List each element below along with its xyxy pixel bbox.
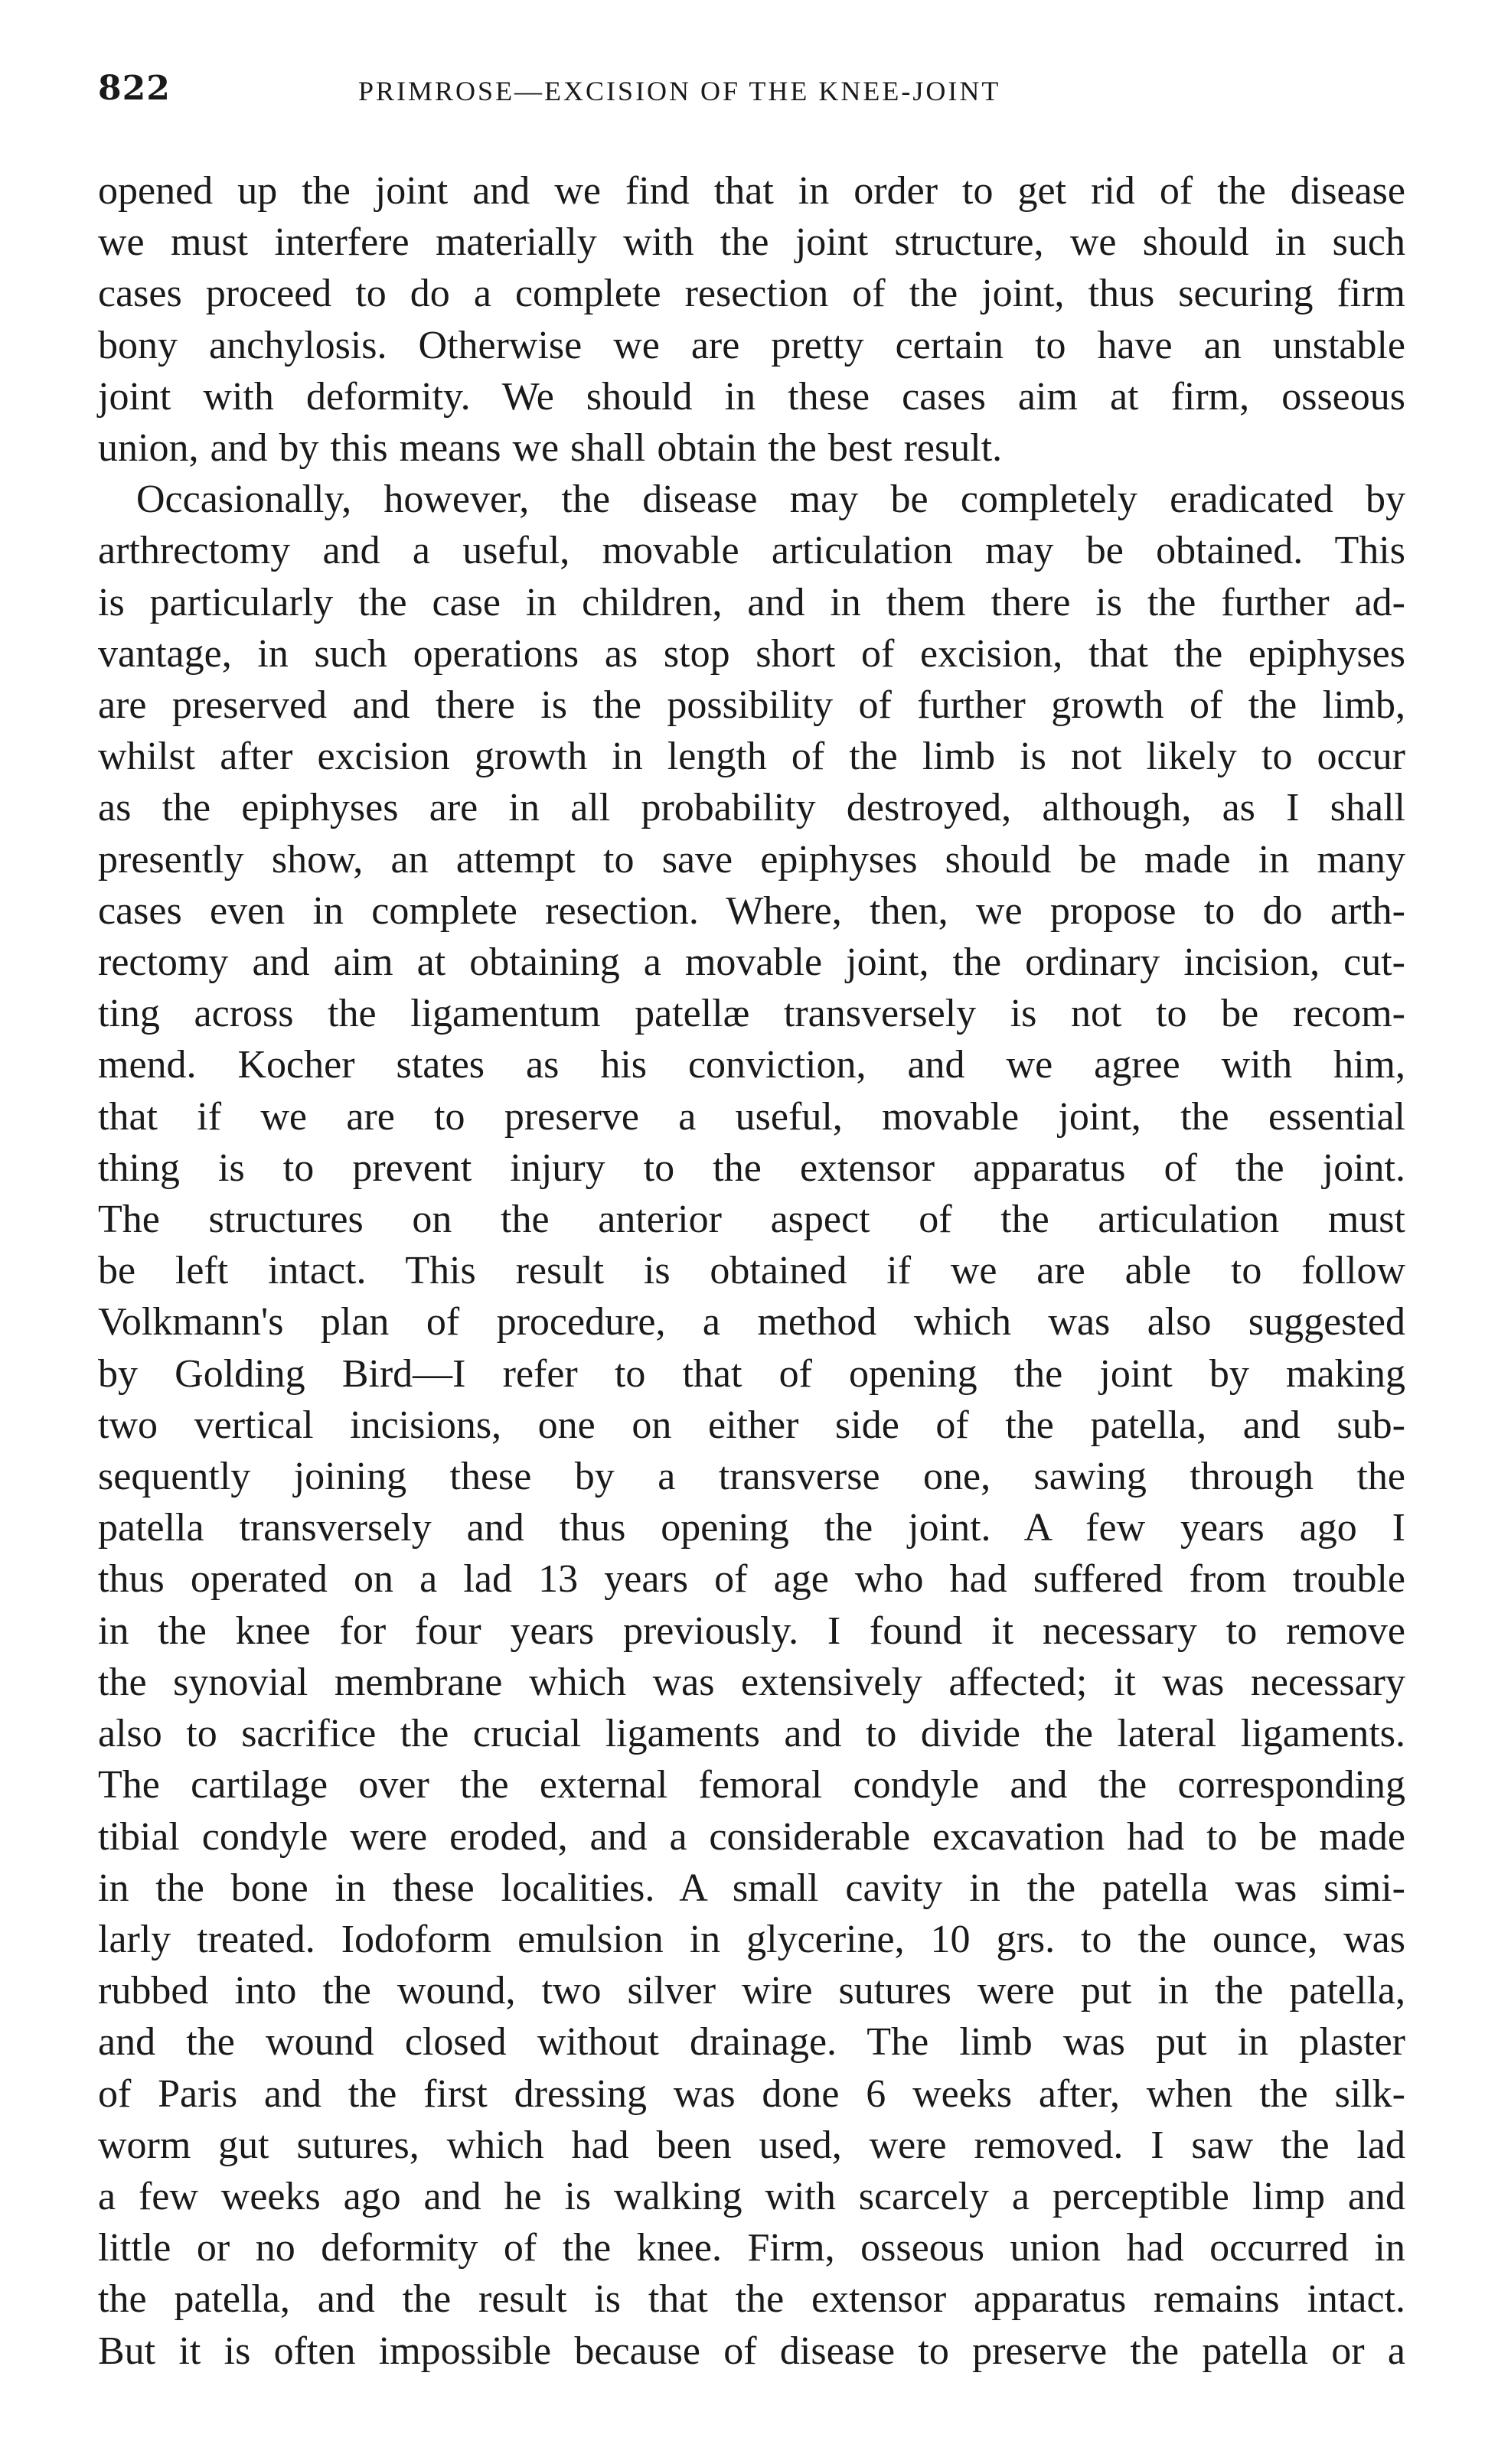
text-line: vantage, in such operations as stop short of excision, that the epiphyses <box>98 631 1405 676</box>
text-line: bony anchylosis. Otherwise we are pretty certain to have an unstable <box>98 323 1405 367</box>
text-line: opened up the joint and we find that in order to get rid of the disease <box>98 169 1405 213</box>
text-line: But it is often impossible because of disease to preserve the patella or a <box>98 2329 1405 2373</box>
text-line: that if we are to preserve a useful, movable joint, the essential <box>98 1094 1405 1139</box>
text-line: tibial condyle were eroded, and a considerable excavation had to be made <box>98 1814 1405 1859</box>
text-line: The cartilage over the external femoral condyle and the corresponding <box>98 1763 1405 1807</box>
text-line: ting across the ligamentum patellæ transversely is not to be recom- <box>98 992 1405 1036</box>
running-head <box>98 69 1405 112</box>
text-line: worm gut sutures, which had been used, were removed. I saw the lad <box>98 2123 1405 2167</box>
text-line: in the bone in these localities. A small cavity in the patella was simi- <box>98 1866 1405 1910</box>
text-line: The structures on the anterior aspect of the articulation must <box>98 1198 1405 1242</box>
text-line: Volkmann's plan of procedure, a method which was also suggested <box>98 1300 1405 1344</box>
text-line: cases even in complete resection. Where, then, we propose to do arth- <box>98 888 1405 933</box>
text-line: cases proceed to do a complete resection of the joint, thus securing firm <box>98 272 1405 316</box>
text-line: mend. Kocher states as his conviction, and we agree with him, <box>98 1043 1405 1087</box>
running-title: PRIMROSE—EXCISION OF THE KNEE-JOINT <box>358 76 1001 106</box>
text-line: of Paris and the first dressing was done 6 weeks after, when the silk- <box>98 2071 1405 2116</box>
text-line: little or no deformity of the knee. Firm, osseous union had occurred in <box>98 2226 1405 2270</box>
text-line: larly treated. Iodoform emulsion in glycerine, 10 grs. to the ounce, was <box>98 1917 1405 1961</box>
text-line: thus operated on a lad 13 years of age who had suffered from trouble <box>98 1557 1405 1602</box>
text-line: we must interfere materially with the joint structure, we should in such <box>98 220 1405 265</box>
text-line: is particularly the case in children, and in them there is the further ad- <box>98 580 1405 624</box>
text-line: patella transversely and thus opening the joint. A few years ago I <box>98 1506 1405 1550</box>
text-line: presently show, an attempt to save epiphyses should be made in many <box>98 837 1405 882</box>
page <box>98 69 1405 2377</box>
text-line: as the epiphyses are in all probability destroyed, although, as I shall <box>98 786 1405 830</box>
text-line: thing is to prevent injury to the extensor apparatus of the joint. <box>98 1146 1405 1190</box>
text-line: union, and by this means we shall obtain the best result. <box>98 426 1003 471</box>
page-number: 822 <box>98 69 171 108</box>
text-line: a few weeks ago and he is walking with scarcely a perceptible limp and <box>98 2174 1405 2218</box>
text-line: rectomy and aim at obtaining a movable joint, the ordinary incision, cut- <box>98 940 1405 985</box>
text-line: joint with deformity. We should in these cases aim at firm, osseous <box>98 374 1405 419</box>
text-line: in the knee for four years previously. I found it necessary to remove <box>98 1608 1405 1653</box>
text-line: sequently joining these by a transverse one, sawing through the <box>98 1455 1405 1499</box>
text-line: arthrectomy and a useful, movable articulation may be obtained. This <box>98 529 1405 573</box>
text-line: are preserved and there is the possibility of further growth of the limb, <box>98 683 1405 728</box>
text-line: the synovial membrane which was extensively affected; it was necessary <box>98 1660 1405 1704</box>
text-line: the patella, and the result is that the extensor apparatus remains intact. <box>98 2277 1405 2322</box>
text-line: whilst after excision growth in length of the limb is not likely to occur <box>98 735 1405 779</box>
text-line: two vertical incisions, one on either side of the patella, and sub- <box>98 1403 1405 1447</box>
text-line: and the wound closed without drainage. The limb was put in plaster <box>98 2020 1405 2065</box>
text-line: rubbed into the wound, two silver wire sutures were put in the patella, <box>98 1969 1405 2013</box>
text-line: be left intact. This result is obtained if we are able to follow <box>98 1249 1405 1293</box>
text-line: Occasionally, however, the disease may be completely eradicated by <box>136 477 1405 522</box>
text-line: by Golding Bird—I refer to that of opening the joint by making <box>98 1351 1405 1396</box>
text-line: also to sacrifice the crucial ligaments and to divide the lateral ligaments. <box>98 1712 1405 1756</box>
body-text <box>98 165 1405 2377</box>
